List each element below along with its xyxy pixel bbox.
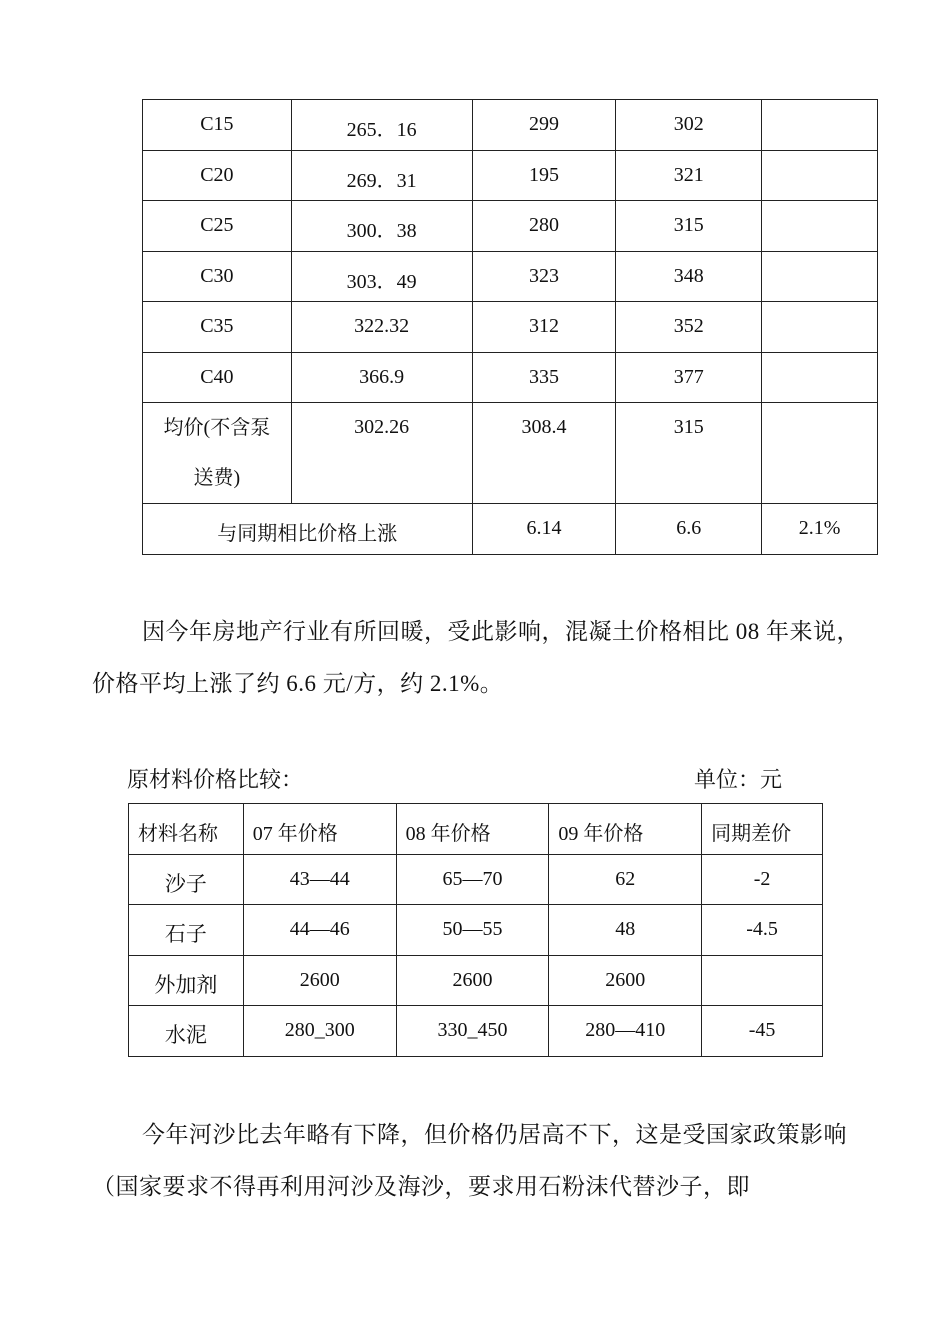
value-cell: 62 — [549, 854, 702, 905]
value-cell — [762, 403, 878, 504]
value-cell: 6.14 — [472, 504, 616, 555]
concrete-price-table — [142, 99, 878, 555]
column-header: 08 年价格 — [396, 804, 549, 855]
column-header: 材料名称 — [129, 804, 244, 855]
grade-cell: C40 — [143, 352, 292, 403]
value-cell: 2600 — [549, 955, 702, 1006]
value-cell: 300．38 — [291, 201, 472, 252]
value-cell: 377 — [616, 352, 762, 403]
value-cell — [702, 955, 823, 1006]
value-cell — [762, 201, 878, 252]
table-row — [143, 201, 878, 252]
grade-cell: C35 — [143, 302, 292, 353]
table-row — [129, 905, 823, 956]
value-cell: 321 — [616, 150, 762, 201]
grade-cell: C20 — [143, 150, 292, 201]
value-cell — [762, 150, 878, 201]
average-price-row — [143, 403, 878, 504]
grade-cell: C25 — [143, 201, 292, 252]
table-row — [129, 955, 823, 1006]
value-cell: 348 — [616, 251, 762, 302]
material-caption-line — [127, 763, 782, 794]
value-cell: 280 — [472, 201, 616, 252]
value-cell: 299 — [472, 100, 616, 151]
sand-price-paragraph — [92, 1109, 872, 1213]
value-cell: 280—410 — [549, 1006, 702, 1057]
concrete-price-paragraph — [92, 606, 872, 710]
value-cell: 315 — [616, 403, 762, 504]
value-cell: 269．31 — [291, 150, 472, 201]
column-header: 09 年价格 — [549, 804, 702, 855]
table-row — [143, 150, 878, 201]
column-header: 同期差价 — [702, 804, 823, 855]
paragraph-text: 因今年房地产行业有所回暖，受此影响，混凝土价格相比 08 年来说，价格平均上涨了约 6.6 元/方，约 2.1%。 — [92, 619, 860, 696]
table-row — [129, 1006, 823, 1057]
unit-label: 单位：元 — [693, 767, 782, 792]
average-price-label — [143, 403, 292, 504]
value-cell: 195 — [472, 150, 616, 201]
table-header-row — [129, 804, 823, 855]
table-row — [143, 302, 878, 353]
table-row — [143, 251, 878, 302]
value-cell: 352 — [616, 302, 762, 353]
value-cell — [762, 352, 878, 403]
price-rise-row — [143, 504, 878, 555]
grade-cell: C30 — [143, 251, 292, 302]
value-cell: -4.5 — [702, 905, 823, 956]
material-name-cell: 水泥 — [129, 1006, 244, 1057]
value-cell: 2600 — [396, 955, 549, 1006]
value-cell — [762, 100, 878, 151]
column-header: 07 年价格 — [243, 804, 396, 855]
value-cell: 43—44 — [243, 854, 396, 905]
value-cell: 303．49 — [291, 251, 472, 302]
value-cell: 48 — [549, 905, 702, 956]
average-label-line-1: 均价(不含泵 — [163, 417, 271, 439]
material-name-cell: 外加剂 — [129, 955, 244, 1006]
value-cell: 2600 — [243, 955, 396, 1006]
material-price-rows — [129, 804, 823, 1057]
grade-cell: C15 — [143, 100, 292, 151]
value-cell: 65—70 — [396, 854, 549, 905]
value-cell: 280_300 — [243, 1006, 396, 1057]
value-cell: 50—55 — [396, 905, 549, 956]
value-cell: 265．16 — [291, 100, 472, 151]
value-cell: 322.32 — [291, 302, 472, 353]
value-cell: 44—46 — [243, 905, 396, 956]
value-cell: 312 — [472, 302, 616, 353]
table-row — [143, 352, 878, 403]
value-cell: 323 — [472, 251, 616, 302]
value-cell: 366.9 — [291, 352, 472, 403]
price-rise-label: 与同期相比价格上涨 — [143, 504, 473, 555]
material-name-cell: 沙子 — [129, 854, 244, 905]
material-price-table — [128, 803, 823, 1057]
value-cell: 308.4 — [472, 403, 616, 504]
value-cell: 302.26 — [291, 403, 472, 504]
table-row — [129, 854, 823, 905]
table-row — [143, 100, 878, 151]
value-cell: 2.1% — [762, 504, 878, 555]
value-cell: -2 — [702, 854, 823, 905]
value-cell — [762, 251, 878, 302]
value-cell: -45 — [702, 1006, 823, 1057]
material-name-cell: 石子 — [129, 905, 244, 956]
average-label-line-2: 送费) — [193, 467, 241, 489]
material-caption: 原材料价格比较： — [127, 767, 304, 792]
concrete-price-rows — [143, 100, 878, 555]
value-cell: 6.6 — [616, 504, 762, 555]
value-cell — [762, 302, 878, 353]
value-cell: 302 — [616, 100, 762, 151]
value-cell: 315 — [616, 201, 762, 252]
value-cell: 335 — [472, 352, 616, 403]
value-cell: 330_450 — [396, 1006, 549, 1057]
paragraph-text: 今年河沙比去年略有下降，但价格仍居高不下，这是受国家政策影响（国家要求不得再利用河沙及海沙，要求用石粉沫代替沙子，即 — [92, 1122, 847, 1199]
